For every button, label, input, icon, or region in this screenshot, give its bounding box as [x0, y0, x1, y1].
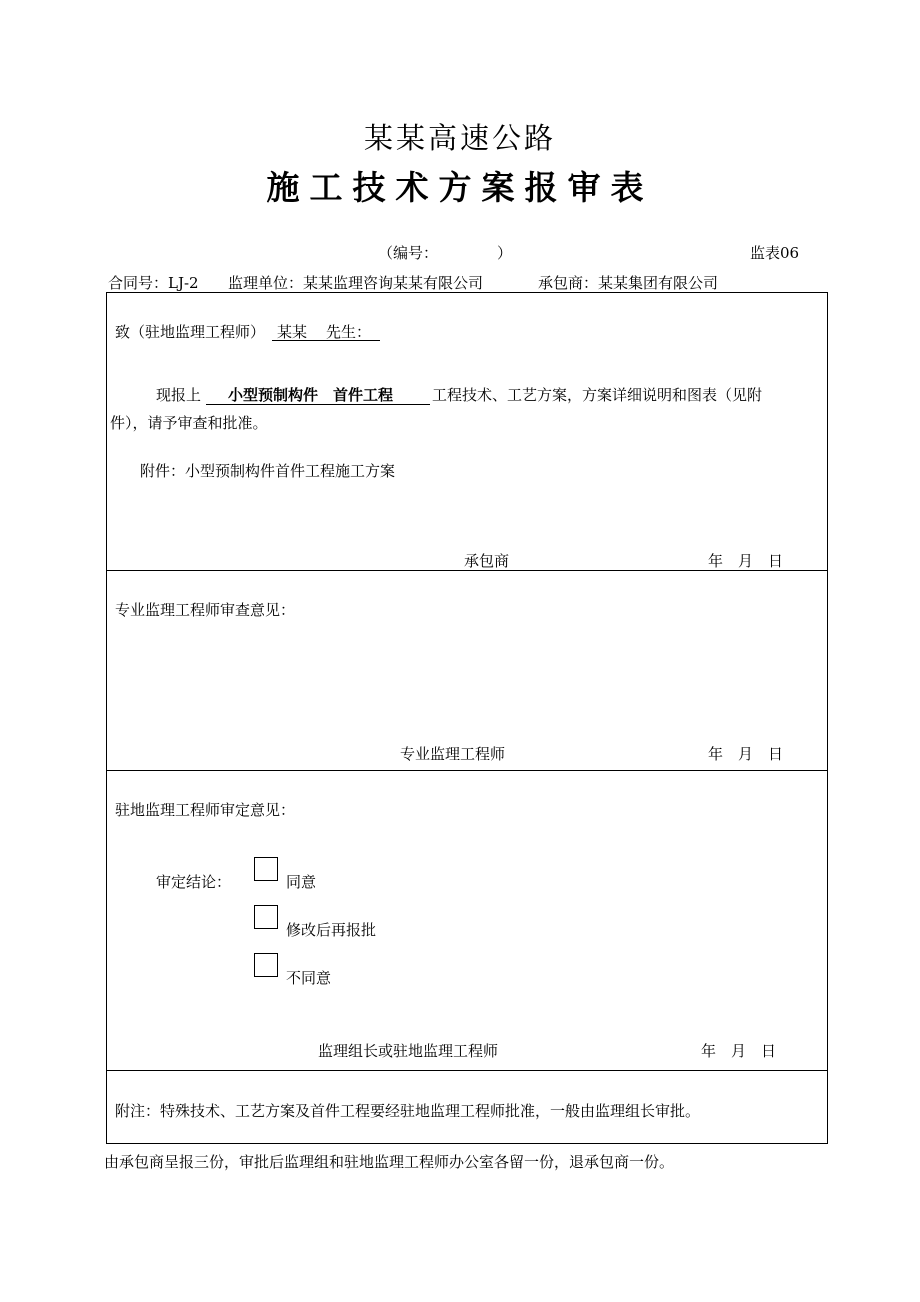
approval-heading: 驻地监理工程师审定意见：	[115, 801, 296, 819]
form-code: 监表06	[750, 244, 800, 262]
review-heading: 专业监理工程师审查意见：	[115, 601, 296, 619]
report-subject: 小型预制构件 首件工程	[228, 386, 394, 404]
greeting-name: 某某	[277, 323, 308, 341]
footer-note: 由承包商呈报三份，审批后监理组和驻地监理工程师办公室各留一份，退承包商一份。	[104, 1153, 675, 1171]
report-prefix: 现报上	[156, 386, 202, 404]
approval-signer: 监理组长或驻地监理工程师	[318, 1042, 499, 1060]
option-agree-checkbox[interactable]	[254, 857, 278, 881]
contractor-name: 承包商：某某集团有限公司	[538, 274, 719, 292]
greeting-underline	[272, 340, 380, 341]
number-label: （编号：	[378, 244, 439, 262]
option-revise-checkbox[interactable]	[254, 905, 278, 929]
option-revise-label: 修改后再报批	[286, 921, 377, 939]
approval-date: 年 月 日	[701, 1042, 777, 1060]
conclusion-label: 审定结论：	[156, 873, 232, 891]
contractor-date: 年 月 日	[708, 552, 784, 570]
divider-2	[106, 770, 828, 771]
supervisor-unit: 监理单位：某某监理咨询某某有限公司	[228, 274, 484, 292]
title-line2: 施工技术方案报审表	[266, 168, 654, 207]
option-agree-label: 同意	[286, 873, 317, 891]
greeting-prefix: 致（驻地监理工程师）	[115, 323, 266, 341]
divider-3	[106, 1070, 828, 1071]
review-date: 年 月 日	[708, 745, 784, 763]
contractor-signer: 承包商	[464, 552, 510, 570]
option-disagree-checkbox[interactable]	[254, 953, 278, 977]
number-close: ）	[497, 244, 513, 262]
contract-number: 合同号：LJ-2	[108, 274, 199, 292]
attachment-note: 附件：小型预制构件首件工程施工方案	[140, 462, 396, 480]
title-line1: 某某高速公路	[363, 121, 556, 155]
report-subject-underline	[206, 404, 430, 405]
remark-note: 附注：特殊技术、工艺方案及首件工程要经驻地监理工程师批准，一般由监理组长审批。	[115, 1102, 701, 1120]
report-line2: 件），请予审查和批准。	[110, 414, 268, 432]
option-disagree-label: 不同意	[286, 969, 332, 987]
report-suffix: 工程技术、工艺方案，方案详细说明和图表（见附	[432, 386, 763, 404]
review-signer: 专业监理工程师	[400, 745, 506, 763]
greeting-title: 先生：	[326, 323, 372, 341]
